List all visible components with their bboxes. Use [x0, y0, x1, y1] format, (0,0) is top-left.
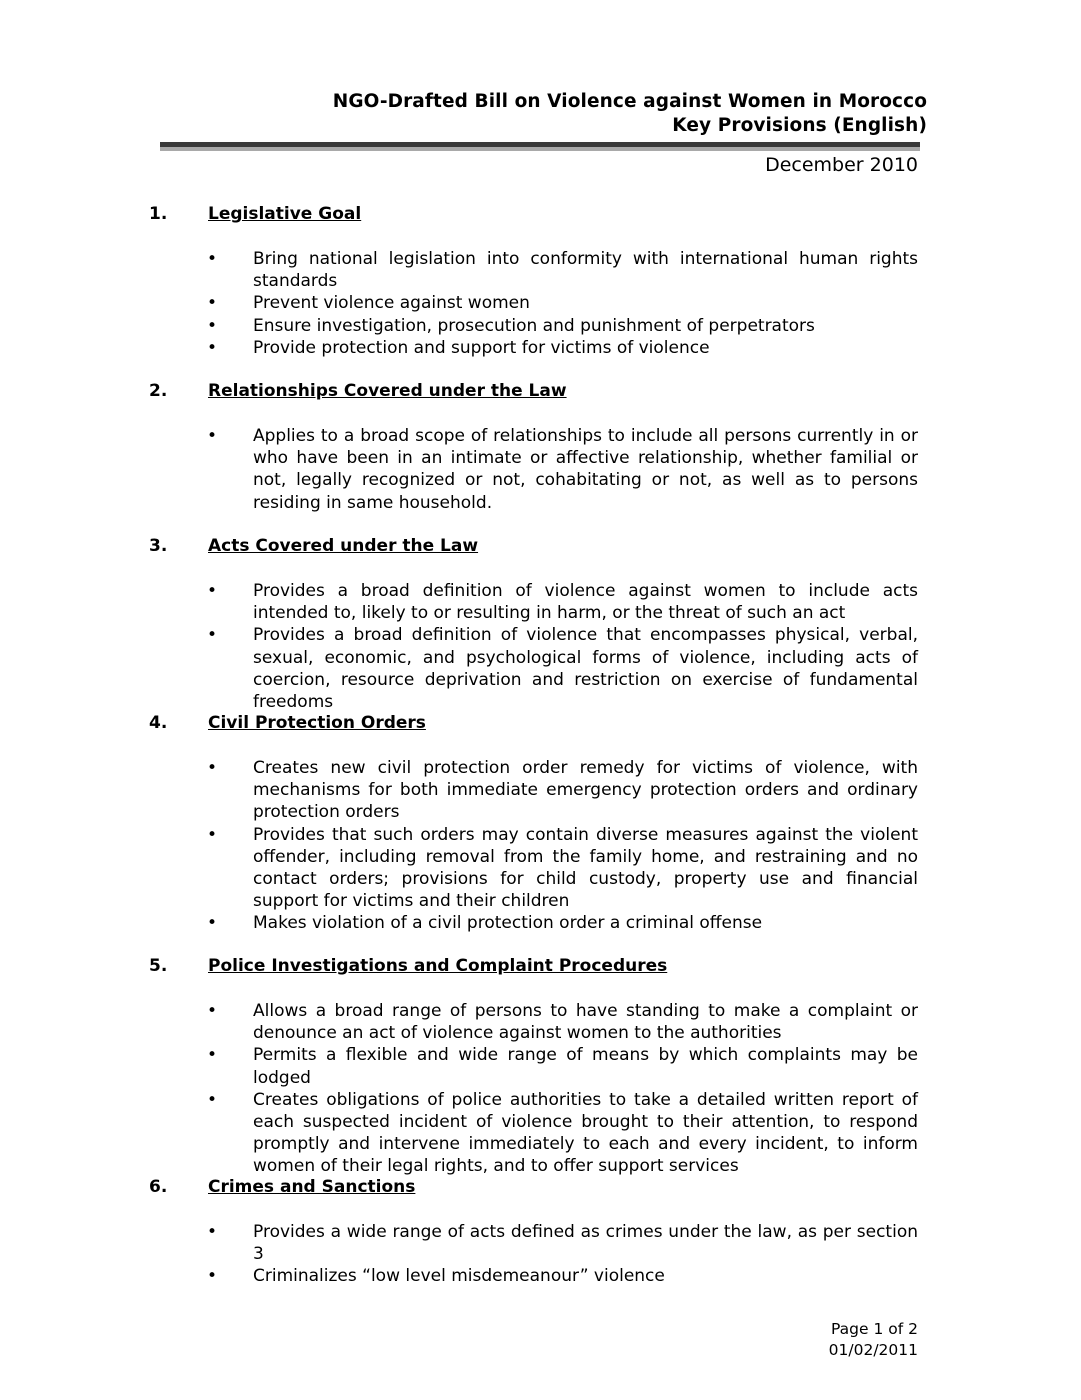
bullet-icon: • [207, 315, 218, 336]
list-item-text: Creates new civil protection order remedy for victims of violence, with mechanisms for both immediate emergency protection orders and ordinary protection orders [253, 758, 918, 823]
list-item [0, 248, 1081, 292]
list-item-text: Creates obligations of police authorities to take a detailed written report of each suspected incident of violence brought to their attention, to respond promptly and intervene immediately to each and every incident, to inform women of their legal rights, and to offer support services [253, 1089, 918, 1177]
list-item [0, 824, 1081, 913]
section-number: 2. [149, 381, 168, 401]
list-item [0, 315, 1081, 337]
bullet-list [0, 1000, 1081, 1178]
section-title: Police Investigations and Complaint Procedures [208, 956, 668, 976]
section-number: 6. [149, 1177, 168, 1197]
document-date: December 2010 [765, 154, 918, 176]
bullet-icon: • [207, 293, 218, 314]
section-title: Civil Protection Orders [208, 713, 426, 733]
bullet-icon: • [207, 913, 218, 934]
list-item-text: Provides a wide range of acts defined as crimes under the law, as per section 3 [253, 1222, 918, 1265]
bullet-list [0, 757, 1081, 935]
list-item-text: Bring national legislation into conformity with international human rights standards [253, 249, 918, 292]
list-item-text: Provides that such orders may contain diverse measures against the violent offender, including removal from the family home, and restraining and no contact orders; provisions for child custody, property use and financial support for victims and their children [253, 824, 918, 912]
list-item-text: Ensure investigation, prosecution and punishment of perpetrators [253, 315, 815, 336]
section-number: 1. [149, 204, 168, 224]
list-item-text: Prevent violence against women [253, 293, 530, 314]
section-title: Relationships Covered under the Law [208, 381, 567, 401]
document-title: NGO-Drafted Bill on Violence against Women in Morocco [332, 91, 927, 112]
page-number: Page 1 of 2 [831, 1320, 918, 1338]
list-item [0, 292, 1081, 314]
bullet-icon: • [207, 1222, 218, 1242]
list-item [0, 912, 1081, 934]
list-item-text: Provides a broad definition of violence that encompasses physical, verbal, sexual, economic, and psychological forms of violence, including acts of coercion, resource deprivation and restriction on exercise of fundamental freedoms [253, 625, 918, 713]
list-item [0, 624, 1081, 713]
list-item [0, 1000, 1081, 1044]
list-item-text: Permits a flexible and wide range of means by which complaints may be lodged [253, 1045, 918, 1088]
bullet-icon: • [207, 426, 218, 446]
list-item [0, 757, 1081, 824]
section-number: 3. [149, 536, 168, 556]
bullet-list [0, 425, 1081, 514]
list-item [0, 1221, 1081, 1265]
bullet-icon: • [207, 249, 218, 269]
section-number: 4. [149, 713, 168, 733]
section-title: Acts Covered under the Law [208, 536, 479, 556]
bullet-icon: • [207, 337, 218, 358]
header-rule-shadow [160, 147, 920, 151]
bullet-icon: • [207, 1045, 218, 1066]
bullet-icon: • [207, 1001, 218, 1021]
list-item [0, 1044, 1081, 1088]
list-item-text: Allows a broad range of persons to have standing to make a complaint or denounce an act of violence against women to the authorities [253, 1001, 918, 1044]
section-number: 5. [149, 956, 168, 976]
list-item-text: Applies to a broad scope of relationships to include all persons currently in or who have been in an intimate or affective relationship, whether familial or not, legally recognized or not, cohabitating or not, as well as to persons residing in same household. [253, 426, 918, 513]
section-title: Crimes and Sanctions [208, 1177, 416, 1197]
list-item [0, 1265, 1081, 1287]
list-item-text: Makes violation of a civil protection order a criminal offense [253, 913, 763, 934]
bullet-icon: • [207, 625, 218, 646]
bullet-list [0, 248, 1081, 359]
list-item [0, 425, 1081, 514]
bullet-icon: • [207, 1266, 218, 1287]
list-item-text: Criminalizes “low level misdemeanour” violence [253, 1266, 665, 1287]
bullet-list [0, 1221, 1081, 1288]
section-title: Legislative Goal [208, 204, 362, 224]
bullet-list [0, 580, 1081, 713]
document-subtitle: Key Provisions (English) [672, 115, 927, 136]
list-item [0, 580, 1081, 624]
list-item-text: Provide protection and support for victims of violence [253, 337, 710, 358]
footer-date: 01/02/2011 [828, 1341, 918, 1359]
bullet-icon: • [207, 824, 218, 845]
bullet-icon: • [207, 758, 218, 778]
bullet-icon: • [207, 1089, 218, 1110]
list-item [0, 1089, 1081, 1178]
page-footer [829, 1319, 918, 1361]
list-item-text: Provides a broad definition of violence against women to include acts intended to, likely to or resulting in harm, or the threat of such an act [253, 581, 918, 624]
bullet-icon: • [207, 581, 218, 601]
list-item [0, 337, 1081, 359]
